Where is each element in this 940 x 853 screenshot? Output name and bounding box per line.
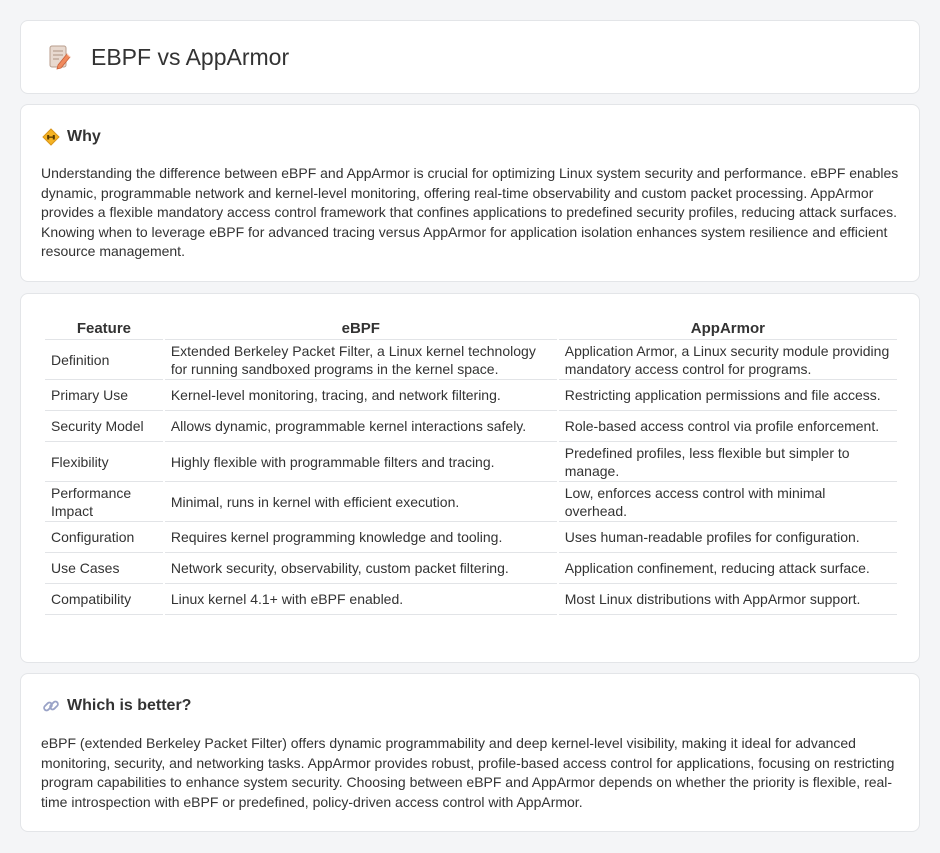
column-header-apparmor: AppArmor [559,314,897,340]
ebpf-cell: Highly flexible with programmable filters and tracing. [165,442,557,482]
feature-cell: Definition [45,340,163,380]
feature-cell: Configuration [45,522,163,553]
column-header-feature: Feature [45,314,163,340]
why-text: Understanding the difference between eBPF and AppArmor is crucial for optimizing Linux system security and performance. eBPF enables dynamic, programmable network and kernel-level monitoring, offering real-time observability and custom packet processing. AppArmor provides a flexible mandatory access control framework that confines applications to predefined security profiles, reducing attack surfaces. Knowing when to leverage eBPF for advanced tracing versus AppArmor for application isolation enhances system resilience and efficient resource management. [41,165,899,260]
apparmor-cell: Uses human-readable profiles for configuration. [559,522,897,553]
why-card [20,104,920,282]
table-header-row [45,314,897,340]
apparmor-cell: Role-based access control via profile enforcement. [559,411,897,442]
table-row [45,482,897,522]
apparmor-cell: Predefined profiles, less flexible but simpler to manage. [559,442,897,482]
apparmor-cell: Application confinement, reducing attack surface. [559,553,897,584]
apparmor-cell: Restricting application permissions and file access. [559,380,897,411]
document-edit-icon [45,43,73,71]
ebpf-cell: Network security, observability, custom packet filtering. [165,553,557,584]
better-heading: Which is better? [67,697,192,714]
warning-diamond-icon [41,127,61,147]
table-row [45,442,897,482]
feature-cell: Security Model [45,411,163,442]
feature-cell: Compatibility [45,584,163,615]
ebpf-cell: Linux kernel 4.1+ with eBPF enabled. [165,584,557,615]
better-header [41,696,191,716]
feature-cell: Flexibility [45,442,163,482]
page-title: EBPF vs AppArmor [91,43,290,70]
better-text: eBPF (extended Berkeley Packet Filter) offers dynamic programmability and deep kernel-level visibility, making it ideal for advanced monitoring, security, and networking tasks. AppArmor provides robust, profile-based access control for applications, focusing on restricting program capabilities to enhance system security. Choosing between eBPF and AppArmor depends on whether the priority is flexible, real-time introspection with eBPF or predefined, policy-driven access control with AppArmor. [41,735,895,810]
ebpf-cell: Allows dynamic, programmable kernel interactions safely. [165,411,557,442]
table-row [45,411,897,442]
feature-cell: Use Cases [45,553,163,584]
table-row [45,380,897,411]
why-heading: Why [67,128,101,145]
table-row [45,584,897,615]
ebpf-cell: Requires kernel programming knowledge and tooling. [165,522,557,553]
table-row [45,553,897,584]
ebpf-cell: Minimal, runs in kernel with efficient execution. [165,482,557,522]
better-card [20,673,920,832]
comparison-card [20,293,920,663]
why-header [41,127,101,147]
link-icon [41,696,61,716]
table-row [45,340,897,380]
apparmor-cell: Most Linux distributions with AppArmor support. [559,584,897,615]
apparmor-cell: Low, enforces access control with minimal overhead. [559,482,897,522]
title-card [20,20,920,94]
column-header-ebpf: eBPF [165,314,557,340]
apparmor-cell: Application Armor, a Linux security module providing mandatory access control for programs. [559,340,897,380]
feature-cell: Primary Use [45,380,163,411]
ebpf-cell: Extended Berkeley Packet Filter, a Linux kernel technology for running sandboxed programs in the kernel space. [165,340,557,380]
ebpf-cell: Kernel-level monitoring, tracing, and network filtering. [165,380,557,411]
table-row [45,522,897,553]
feature-cell: Performance Impact [45,482,163,522]
comparison-table [43,314,899,615]
